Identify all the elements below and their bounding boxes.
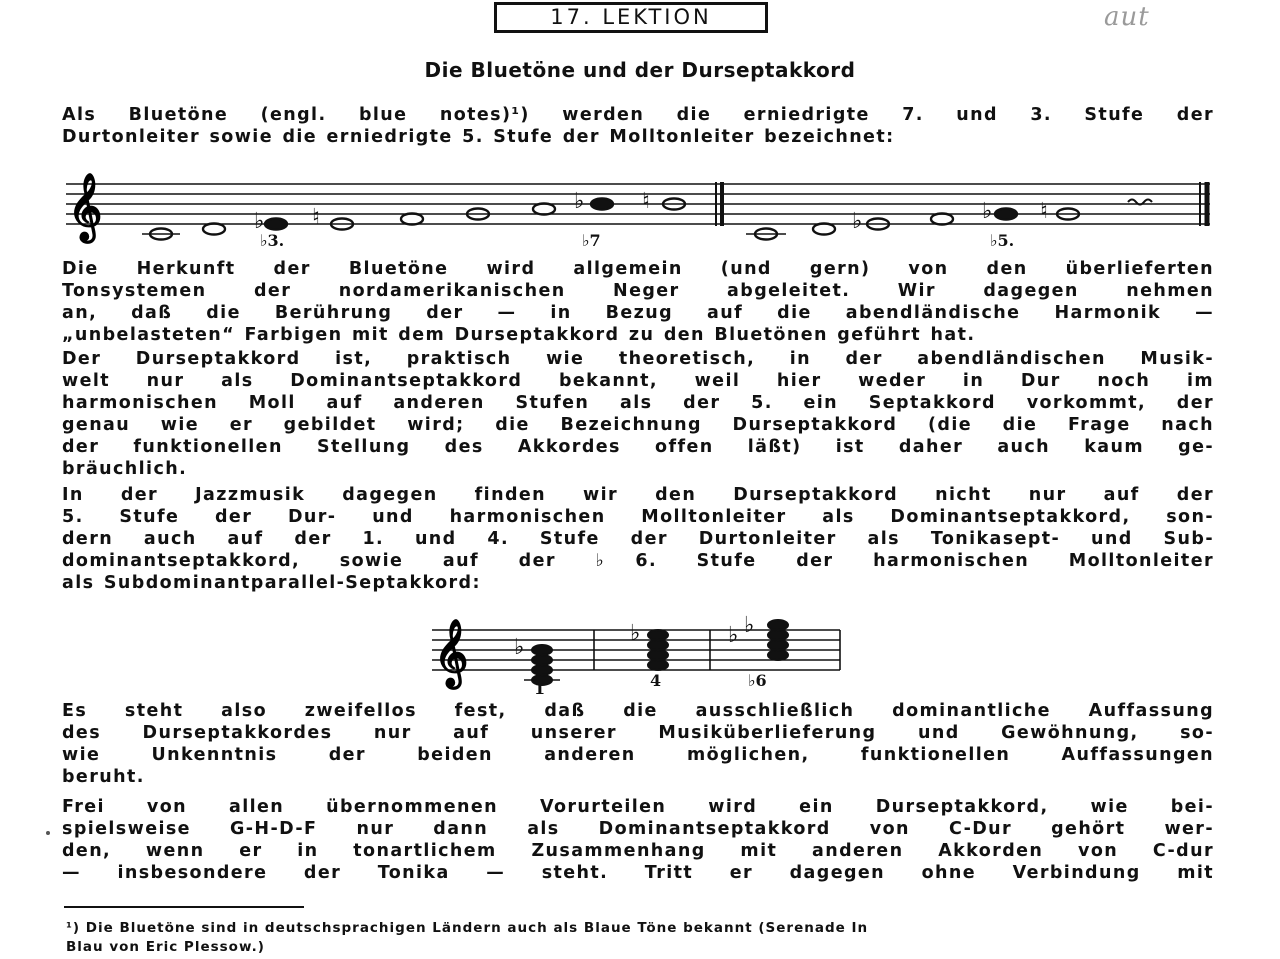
paragraph-dominant-seventh: Der Durseptakkord ist, praktisch wie theoretisch, in der abendländischen Musik- welt nur als Dominantseptakkord bekannt, weil hier weder in Dur noch im harmonischen Moll auf anderen Stufen als der 5. ein Septakkord vorkommt, der genau wie er gebildet wird; die Bezeichnung Durseptakkord (die die Frage nach der funktionellen Stellung des Akkordes offen läßt) ist daher auch kaum ge- bräuchlich. — [62, 349, 1214, 479]
svg-text:♭: ♭ — [574, 188, 585, 214]
svg-text:♮: ♮ — [1040, 198, 1048, 224]
margin-dot — [46, 831, 50, 835]
svg-text:♭: ♭ — [744, 612, 755, 638]
paragraph-conclusion: Es steht also zweifellos fest, daß die ausschließlich dominantliche Auffassung des Durseptakkordes nur auf unserer Musiküberlieferung und Gewöhnung, so- wie Unkenntnis der beiden anderen möglichen, funktionellen Auffassungen beruht. — [62, 701, 1214, 787]
svg-text:♮: ♮ — [642, 188, 650, 214]
treble-clef-icon: 𝄞 — [68, 172, 103, 240]
svg-text:♭: ♭ — [982, 198, 993, 224]
paragraph-origin: Die Herkunft der Bluetöne wird allgemein (und gern) von den überlieferten Tonsystemen der nordamerikanischen Neger abgeleitet. Wir dagegen nehmen an, daß die Berührung der — in Bezug auf die abendländische Harmonik — „unbelasteten“ Farbigen mit dem Durseptakkord zu den Bluetönen geführt hat. — [62, 259, 1214, 345]
blue-note-label-b7: ♭7 — [582, 231, 601, 250]
treble-clef-icon-2: 𝄞 — [434, 618, 469, 686]
paragraph-jazz: In der Jazzmusik dagegen finden wir den Durseptakkord nicht nur auf der 5. Stufe der Dur- und harmonischen Molltonleiter als Dominantseptakkord, son- dern auch auf der 1. und 4. Stufe der Durtonleiter als Tonikasept- und Sub- dominantseptakkord, sowie auf der ♭6. Stufe der harmonischen Molltonleiter als Subdominantparallel-Septakkord: — [62, 485, 1214, 593]
lesson-number-box: 17. LEKTION — [494, 2, 768, 33]
svg-text:♭: ♭ — [514, 634, 525, 660]
paragraph-prejudice: Frei von allen übernommenen Vorurteilen wird ein Durseptakkord, wie bei- spielsweise G-H-D-F nur dann als Dominantseptakkord von C-Dur gehört wer- den, wenn er in tonartlichem Zusammenhang mit anderen Akkorden von C-dur — insbesondere der Tonika — steht. Tritt er dagegen ohne Verbindung mit — [62, 797, 1214, 883]
paragraph-intro: Als Bluetöne (engl. blue notes)¹) werden die erniedrigte 7. und 3. Stufe der Durtonleiter sowie die erniedrigte 5. Stufe der Molltonleiter bezeichnet: — [62, 105, 1214, 147]
footnote: ¹) Die Bluetöne sind in deutschsprachigen Ländern auch als Blaue Töne bekannt (Serenade In Blau von Eric Plessow.) — [66, 920, 869, 955]
chord-label-b6: ♭6 — [748, 671, 767, 690]
page-title: Die Bluetöne und der Durseptakkord — [424, 58, 856, 82]
svg-text:♭: ♭ — [254, 208, 265, 234]
blue-note-label-b5: ♭5. — [990, 231, 1015, 250]
footnote-divider — [64, 906, 304, 908]
staff-lines — [66, 184, 1210, 224]
svg-text:♭: ♭ — [630, 620, 641, 646]
blue-note-label-b3: ♭3. — [260, 231, 285, 250]
svg-text:♭: ♭ — [852, 208, 863, 234]
music-example-seventh-chords — [428, 612, 852, 694]
handwritten-annotation: aut — [1104, 2, 1150, 32]
svg-text:♭: ♭ — [728, 622, 739, 648]
music-example-blue-notes — [62, 168, 1222, 254]
chord-label-1: 1 — [534, 679, 546, 694]
chord-label-4: 4 — [650, 671, 662, 690]
svg-text:♮: ♮ — [312, 204, 320, 230]
